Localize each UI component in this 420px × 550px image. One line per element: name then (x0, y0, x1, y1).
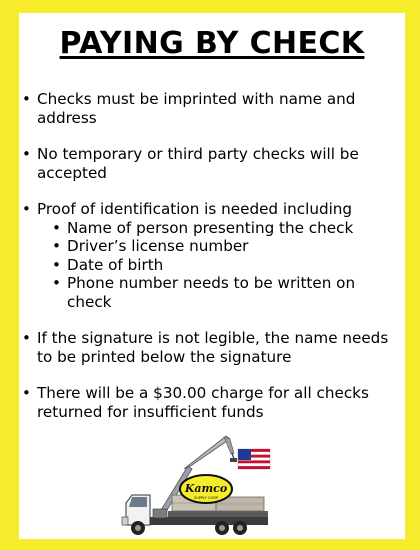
policy-item-signature: • If the signature is not legible, the name needs to be printed below the signature (22, 329, 392, 366)
sub-item-license: • Driver’s license number (52, 237, 392, 256)
american-flag-icon (238, 449, 270, 469)
sub-item-phone: • Phone number needs to be written on check (52, 274, 392, 311)
policy-item-temporary-checks: • No temporary or third party checks will be accepted (22, 145, 392, 182)
policy-item-imprint: • Checks must be imprinted with name and address (22, 90, 392, 127)
logo-tagline: SUPPLY CORP (193, 496, 219, 500)
policy-list (22, 90, 392, 421)
policy-item-returned-check-fee: • There will be a $30.00 charge for all checks returned for insufficient funds (22, 384, 392, 421)
kamco-logo (180, 475, 232, 503)
kamco-truck-graphic (120, 425, 280, 539)
page-title: PAYING BY CHECK (59, 26, 365, 61)
logo-name: Kamco (184, 482, 228, 495)
identification-sublist (37, 219, 392, 312)
policy-item-identification: • Proof of identification is needed including • Name of person presenting the check • Driver’s license number • Date of birth • Phone number needs to be written on check (22, 200, 392, 311)
sub-item-name: • Name of person presenting the check (52, 219, 392, 238)
sub-item-birth-date: • Date of birth (52, 256, 392, 275)
